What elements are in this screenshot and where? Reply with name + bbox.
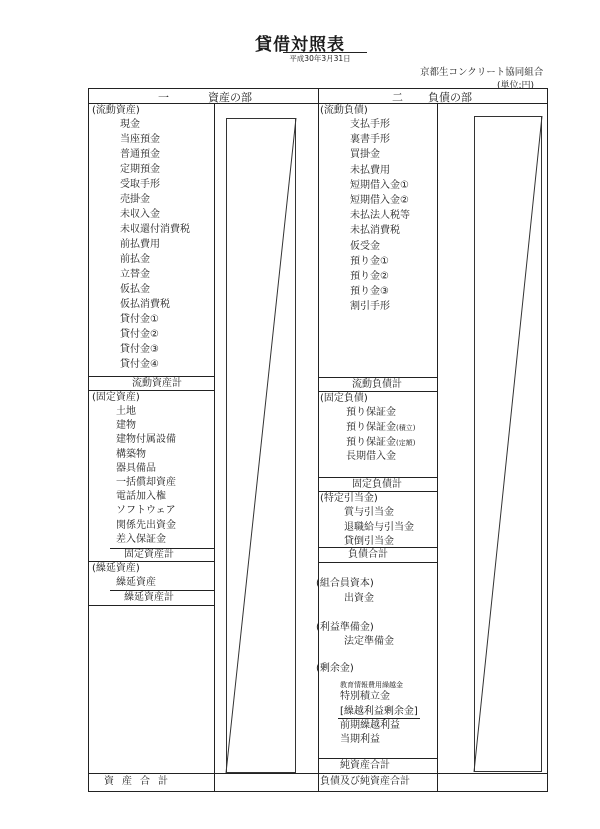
liabilities-capital-category: (組合員資本) bbox=[316, 578, 374, 589]
liabilities-fixed-total: 固定負債計 bbox=[352, 479, 402, 490]
assets-fixed-category: (固定資産) bbox=[92, 392, 140, 403]
liabilities-surplus-item: 当期利益 bbox=[340, 734, 380, 745]
liabilities-fixed-category: (固定負債) bbox=[320, 393, 368, 404]
liability-item: 預り金① bbox=[350, 255, 389, 267]
liability-item: 未払消費税 bbox=[350, 225, 400, 237]
liabilities-legal-item: 法定準備金 bbox=[344, 636, 394, 647]
liabilities-surplus-category: (剰余金) bbox=[316, 663, 354, 674]
liability-item: 仮受金 bbox=[350, 240, 380, 252]
liability-item: 未払費用 bbox=[350, 164, 390, 176]
document-title: 貸借対照表 bbox=[255, 35, 345, 55]
asset-item: 建物付属設備 bbox=[116, 434, 176, 446]
liability-item: 預り金③ bbox=[350, 286, 389, 298]
liability-item-label: 預り保証金 bbox=[346, 421, 396, 433]
assets-fixed-total: 固定資産計 bbox=[124, 549, 174, 560]
assets-deferred-total: 繰延資産計 bbox=[124, 592, 174, 603]
liabilities-grand-total: 負債及び純資産合計 bbox=[320, 776, 410, 787]
liability-item: 割引手形 bbox=[350, 301, 390, 313]
assets-grand-total: 資産合計 bbox=[104, 776, 176, 787]
grand-total-line bbox=[88, 773, 548, 774]
liabilities-diagonal-line bbox=[474, 116, 542, 772]
asset-item: 電話加入権 bbox=[116, 491, 166, 503]
asset-item: ソフトウェア bbox=[116, 505, 176, 517]
unit-label: (単位:円) bbox=[497, 81, 535, 91]
liabilities-net-assets-total: 純資産合計 bbox=[340, 760, 390, 771]
liability-item: 預り金② bbox=[350, 271, 389, 282]
asset-item: 関係先出資金 bbox=[116, 519, 176, 531]
liability-item: 裏書手形 bbox=[350, 134, 390, 146]
organization-name: 京都生コンクリート協同組合 bbox=[420, 67, 544, 78]
liability-subtotal-line bbox=[318, 562, 437, 563]
asset-item: 仮払金 bbox=[120, 284, 150, 295]
asset-item: 繰延資産 bbox=[116, 577, 156, 588]
liabilities-legal-category: (利益準備金) bbox=[316, 622, 374, 633]
liability-item bbox=[346, 406, 396, 420]
asset-item: 定期預金 bbox=[120, 164, 160, 175]
asset-item: 未収還付消費税 bbox=[120, 224, 190, 235]
center-divider bbox=[318, 88, 319, 792]
liability-item-note: (積立) bbox=[396, 423, 416, 432]
asset-item: 未収入金 bbox=[120, 209, 160, 220]
assets-diagonal-line bbox=[226, 118, 296, 773]
liabilities-current-total: 流動負債計 bbox=[352, 379, 402, 390]
liability-item: 支払手形 bbox=[350, 119, 390, 130]
liabilities-capital-item: 出資金 bbox=[344, 593, 374, 604]
liabilities-header-label: 負債の部 bbox=[428, 91, 472, 104]
liabilities-surplus-item: [繰越利益剰余金] bbox=[340, 706, 418, 717]
asset-subtotal-line bbox=[88, 605, 214, 606]
asset-value-divider bbox=[214, 103, 215, 792]
liability-item-label: 長期借入金 bbox=[346, 451, 396, 463]
liabilities-header-number: 二 bbox=[392, 91, 403, 104]
asset-item: 普通預金 bbox=[120, 149, 160, 160]
asset-item: 立替金 bbox=[120, 269, 150, 280]
asset-item: 現金 bbox=[120, 119, 140, 130]
liability-item bbox=[346, 436, 415, 450]
liability-item-label: 預り保証金 bbox=[346, 407, 396, 418]
assets-current-category: (流動資産) bbox=[92, 105, 140, 116]
asset-item: 前払金 bbox=[120, 254, 150, 265]
liability-item: 買掛金 bbox=[350, 149, 380, 161]
assets-deferred-category: (繰延資産) bbox=[92, 563, 140, 574]
liability-value-divider bbox=[437, 103, 438, 792]
liability-item: 短期借入金② bbox=[350, 195, 409, 206]
asset-item: 受取手形 bbox=[120, 179, 160, 190]
liabilities-surplus-item: 前期繰越利益 bbox=[340, 720, 400, 731]
asset-item: 前払費用 bbox=[120, 239, 160, 250]
liabilities-current-category: (流動負債) bbox=[320, 105, 368, 116]
assets-current-total: 流動資産計 bbox=[132, 378, 182, 389]
liability-item: 未払法人税等 bbox=[350, 210, 410, 222]
liability-item: 賞与引当金 bbox=[344, 507, 394, 518]
document-date: 平成30年3月31日 bbox=[289, 54, 351, 63]
liability-item-label: 預り保証金 bbox=[346, 436, 396, 448]
liability-item: 貸倒引当金 bbox=[344, 536, 394, 547]
liabilities-reserve-category: (特定引当金) bbox=[320, 493, 378, 504]
asset-item: 一括償却資産 bbox=[116, 477, 176, 488]
asset-item: 土地 bbox=[116, 406, 136, 417]
liabilities-surplus-item: 教育情報費用繰越金 bbox=[340, 681, 403, 689]
liability-item: 退職給与引当金 bbox=[344, 521, 414, 533]
asset-item: 貸付金④ bbox=[120, 359, 159, 370]
header-row-line bbox=[88, 103, 548, 104]
liabilities-surplus-item: 特別積立金 bbox=[340, 691, 390, 702]
assets-header-label: 資産の部 bbox=[208, 91, 252, 104]
asset-item: 貸付金① bbox=[120, 314, 159, 325]
liability-item: 短期借入金① bbox=[350, 179, 409, 191]
asset-item: 売掛金 bbox=[120, 194, 150, 205]
asset-item: 差入保証金 bbox=[116, 533, 166, 545]
asset-item: 建物 bbox=[116, 420, 136, 432]
asset-item: 当座預金 bbox=[120, 134, 160, 145]
liability-item bbox=[346, 421, 415, 435]
liability-item bbox=[346, 450, 396, 464]
asset-item: 仮払消費税 bbox=[120, 299, 170, 310]
liabilities-total: 負債合計 bbox=[348, 549, 388, 560]
asset-item: 構築物 bbox=[116, 448, 146, 460]
liability-item-note: (定額) bbox=[396, 438, 416, 447]
asset-item: 器具備品 bbox=[116, 462, 156, 474]
asset-item: 貸付金③ bbox=[120, 344, 159, 355]
asset-item: 貸付金② bbox=[120, 329, 159, 340]
assets-header-number: 一 bbox=[158, 91, 169, 104]
